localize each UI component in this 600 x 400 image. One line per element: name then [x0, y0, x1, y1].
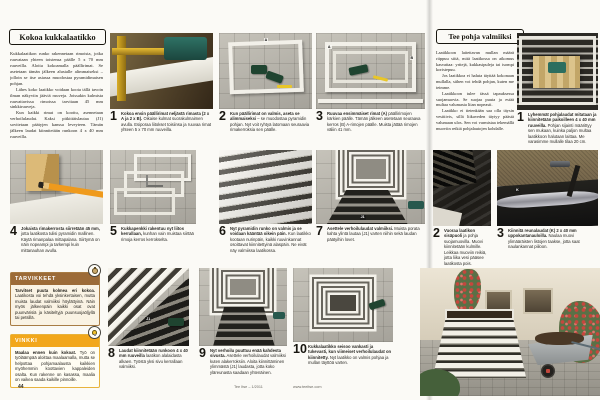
step-3 — [316, 33, 425, 133]
step-10 — [293, 268, 393, 366]
try-square-icon — [146, 175, 163, 187]
step-1-photo — [110, 33, 213, 109]
step-number: 6 — [219, 224, 226, 238]
part-label: A — [264, 37, 268, 42]
hero-photo — [420, 268, 600, 396]
board-stack — [433, 150, 477, 189]
right-page-title — [436, 29, 524, 44]
finished-box-top-view — [330, 295, 356, 311]
page-number: 44 — [18, 384, 24, 390]
cladding-boards — [327, 190, 408, 224]
step-6 — [219, 150, 312, 253]
step-9-photo — [199, 268, 287, 346]
tip-box-text: Maalaa ennen kuin kokoat. Työ on työläämpää aloittaa maalaamalla, mutta se helpottaa pohjamaalausta kaikkien myöhemmin koottavien kappaleiden osalta. Kun rakenne on kasassa, maalia on vaikea saada kaikille pinnoille. — [15, 349, 96, 383]
right-page-title-text: Tee pohja valmiiksi — [448, 32, 512, 41]
wheelbarrow-wheel — [541, 364, 555, 378]
part-label: J1 — [360, 215, 365, 220]
step-2 — [219, 33, 312, 133]
soil-surface — [445, 309, 513, 321]
intro-paragraph: Jos laatikkoa ei haluta täyttää kokonaan mullalla, siihen voi tehdä pohjan, kuten me teimme. — [436, 73, 514, 90]
step-5 — [110, 150, 196, 242]
drill-icon — [273, 312, 285, 320]
drill-icon — [251, 65, 268, 74]
website-footer: www.teeitse.com — [293, 385, 322, 389]
part-label: K — [516, 188, 519, 192]
tip-box-title: VINKKI — [11, 335, 99, 347]
step-number: 9 — [199, 346, 206, 360]
step-3-photo — [316, 33, 425, 109]
step-6-photo — [219, 150, 312, 224]
step-number: 3 — [497, 226, 504, 240]
step-caption: Laudat kiinnitetään runkoon 4 x 40 mm ruuveilla laatikon alalaidasta alkaen. Työstä yksi sivu kerrallaan valmiiksi. — [119, 348, 188, 370]
right-step-3 — [497, 150, 598, 250]
step-number: 3 — [316, 109, 323, 123]
step-9 — [199, 268, 287, 375]
step-caption: Kun päällirimat on valmis, aseta se alimmaiseksi – se muodostaa pyramidin pohjan. Nyt voit ryhtyä latomaan seuraavia rimakerroksia sen päälle. — [230, 111, 310, 133]
step-caption: Jokaista rimakerrosta siirretään 45 mm, jotta laatikosta tulisi pyramidin mallinen. Käytä rimanpalaa mittapalana. Siirtymä on näin nopeampi ja tarkempi kuin mittanauhan avulla. — [21, 226, 100, 253]
wood-frame — [114, 188, 175, 215]
step-number: 5 — [110, 224, 117, 238]
step-caption: Lyhemmät pohjalaudat mitataan ja kiinnitetään paikoilleen 4 x 40 mm ruuveilla. Pohjan sijainti määrittyy sen mukaan, kuinka paljon multaa laatikkoon halutaan laittaa. Me varasimme mullalle tilaa 20 cm. — [528, 112, 597, 145]
step-5-photo — [110, 150, 196, 224]
right-step-2-photo — [433, 150, 491, 226]
supplies-icon — [88, 264, 101, 277]
step-10-photo — [293, 268, 393, 342]
drill-icon — [164, 37, 207, 60]
intro-paragraph: Laatikko ei tietenkään saa olla täysin vesitiivis, sillä liikaveden täytyy päästä valumaan ulos. Sen voi varmistaa tekemällä muoviin reikiä pohjalautojen kohdalle. — [436, 108, 514, 131]
hammer-icon — [550, 161, 570, 168]
step-7 — [316, 150, 425, 242]
step-1 — [110, 33, 213, 133]
pyramid-frame-top-view — [356, 159, 386, 179]
step-7-photo — [316, 150, 425, 224]
step-number: 8 — [108, 346, 115, 360]
right-step-3-photo — [497, 150, 598, 226]
left-page-title-text: Kokoa kukkalaatikko — [19, 32, 96, 42]
step-number: 1 — [517, 110, 524, 124]
step-caption: Kiinnitä reunalaudat (K) 2 x 40 mm uppokantanauloilla. Naulaa muovi ylimääräisten listojen taakse, jotta saat naulankannat piiloon. — [508, 228, 580, 250]
part-label: B — [410, 55, 414, 60]
supplies-box-title: TARVIKKEET — [11, 273, 99, 285]
clamp-icon — [117, 36, 126, 101]
step-number: 4 — [10, 224, 17, 238]
publication-footer: Tee Itse – 1/2011 — [234, 385, 263, 389]
left-page-title — [9, 29, 106, 45]
intro-paragraph: Laatikkoon tulee tässä tapauksessa suojamuovia. Se suojaa puuta ja estää multaa valumasta liian nopeasti. — [436, 90, 514, 108]
intro-paragraph: Lähes koko laatikko voidaan koota tällä tavoin ilman näkyviin jääviä ruuveja. Joissakin kulmista ruuvattavissa rimoissa tarvitaan 45 mm sinkkiruuveja. — [10, 86, 103, 110]
wood-frame — [333, 51, 407, 83]
intro-paragraph: Kun kaikki rimat on koottu, asennetaan verhoilulaudat. Kaksi pitkittäislautaa (J1) sovitetaan päätyjen kanssa leveyteen. Tämän jälkeen laudat kiinnitetään runkoon 4 x 40 mm ruuveilla. — [10, 110, 103, 140]
step-8 — [108, 268, 189, 370]
step-caption: Asettele verhoilulaudat valmiiksi. Muista porata kahta ylintä lautaa (J1) varten niihin sekä laudan päätyihin lovet. — [327, 226, 420, 242]
intro-paragraph: Kukkalaatikon runko rakennetaan rimoista, jotka ruuvataan yhteen toistensa päälle 5 x 70 mm ruuveilla. Aloita kokoamalla päällirimat. Se asetetaan tämän jälkeen alustalle alimmaiseksi – jolloin se itse asiassa muodostaa pyramidimaisen pohjan. — [10, 51, 103, 86]
step-number: 7 — [316, 224, 323, 238]
intro-paragraph: Laatikkoon laitettavan mullan määrä riippuu siitä, mitä laatikossa on aikomus kasvattaa: yrttejä, kukkasipuleja tai isompi koristepuu. — [436, 50, 514, 73]
lightbulb-icon — [88, 326, 101, 339]
cladding-boards — [213, 307, 275, 346]
step-caption: Nyt verhoilu puuttuu enää kahdesta sivusta. Asettele verhoilulaudat valmiiksi kuten alakerroksiin. Aloita kiinnittäminen ylimmästä (J1) laudasta, jotta koko yläreunasta saadaan yhtenäinen. — [210, 348, 286, 375]
clamp-icon — [112, 48, 169, 55]
step-caption: Vuoraa laatikon sisäpuoli ja pohja suojamuovilla. Muovi kiinnitetään kulmille. Leikkaa muoviin reikiä, jotta liika vesi pääsee laatikosta pois. — [444, 228, 487, 266]
step-2-photo — [219, 33, 312, 109]
drill-icon — [408, 201, 424, 209]
step-4-photo — [10, 150, 103, 224]
step-number: 1 — [110, 109, 117, 123]
step-number: 10 — [293, 342, 307, 356]
pyramid-frame-top-view — [230, 279, 256, 295]
finished-flower-box — [433, 314, 527, 378]
tip-box — [10, 334, 100, 388]
drill-icon — [168, 318, 184, 326]
step-number: 2 — [219, 109, 226, 123]
supplies-box — [10, 272, 100, 326]
drill-icon — [368, 298, 385, 309]
step-caption: Kukkapenkki rakentuu nyt liitos kerrallaan, kunhan vain muistaa siirtää rimoja kerros kerrokselta. — [121, 226, 194, 242]
step-caption: Ruuvaa ensimmäiset rimat (A) päällirimojen kärkien päälle. Tämän jälkeen asetetaan seuraava kerros (B) A-rimojen päälle. Muista jättää rimojen väliin 41 mm. — [327, 111, 421, 133]
step-caption: Kukkalaatikko seisoo vankasti ja tukevasti, kun viimeiset verhoilulaudat on kiinnitetty. Nyt laatikko on valmis pohjaa ja mullan täyttöä varten. — [308, 344, 392, 366]
wood-rail — [318, 99, 423, 103]
drill-icon — [548, 62, 566, 73]
step-4 — [10, 150, 103, 253]
right-step-2 — [433, 150, 491, 266]
part-label: A — [327, 45, 331, 50]
step-caption: Nyt pyramidin runko on valmis ja se voidaan kääntää oikein päin. Kun laatikko kootaan nurinpäin, kaikki ruuvinkannat osoittavat kiinnitettyinä alaspäin. Ne eivät näy valmiissa laatikossa. — [230, 226, 311, 253]
window — [523, 288, 554, 314]
step-caption: Kokoa ensin päällirimat neljästä rimasta (2 x A ja 2 x B). Oikaise kulmat suorakulmaimen avulla. Esiporaa liitokset toisiinsa ja ruuvaa rimat yhteen 5 x 70 mm ruuveilla. — [121, 111, 212, 133]
step-8-photo — [108, 268, 189, 346]
right-intro-column — [436, 50, 514, 131]
right-step-1-photo — [517, 33, 598, 110]
left-intro-column — [10, 51, 103, 140]
supplies-box-text: Tarvitset puuta kolmea eri kokoa. Laatikosta voi tehdä yksinkertaisen, mutta muista laudat valmiiksi höylättyinä. Näin myös jälkeenpäin kaikki osat ovat puunvärisiä ja käsiteltyjä puunsuojaöljyllä tai petsillä. — [15, 287, 95, 321]
part-label: J1 — [146, 316, 151, 321]
folding-ruler-icon — [277, 85, 292, 88]
step-number: 2 — [433, 226, 440, 240]
right-step-1 — [517, 33, 598, 145]
